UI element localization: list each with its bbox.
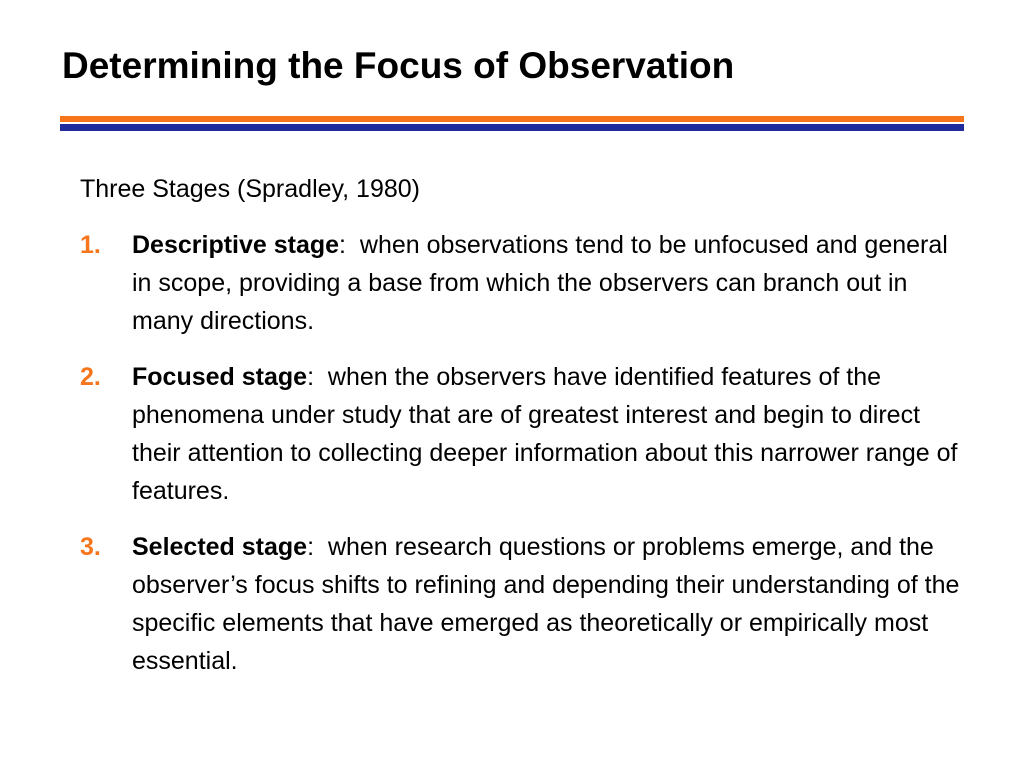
stage-item-selected — [80, 528, 970, 680]
stage-number: 2. — [80, 363, 101, 391]
stage-number: 3. — [80, 533, 101, 561]
stage-number: 1. — [80, 231, 101, 259]
stage-item-focused — [80, 358, 970, 510]
title-underline-orange — [60, 116, 964, 122]
stage-separator: : — [307, 533, 328, 561]
stage-term: Selected stage — [132, 533, 308, 561]
stage-term: Descriptive stage — [132, 231, 340, 259]
stage-description: when research questions or problems emerge, and the observer’s focus shifts to refining and depending their understanding of the specific elements that have emerged as theoretically or empirically most essential. — [132, 533, 960, 675]
intro-text: Three Stages (Spradley, 1980) — [80, 175, 421, 203]
stage-list — [80, 226, 970, 698]
stage-separator: : — [307, 363, 328, 391]
title-underline-blue — [60, 124, 964, 131]
stage-item-descriptive — [80, 226, 970, 340]
stage-term: Focused stage — [132, 363, 308, 391]
stage-description: when observations tend to be unfocused and general in scope, providing a base from which the observers can branch out in many directions. — [132, 231, 948, 335]
slide-title: Determining the Focus of Observation — [62, 45, 735, 86]
stage-separator: : — [339, 231, 360, 259]
stage-description: when the observers have identified features of the phenomena under study that are of greatest interest and begin to direct their attention to collecting deeper information about this narrower range of features. — [132, 363, 958, 505]
